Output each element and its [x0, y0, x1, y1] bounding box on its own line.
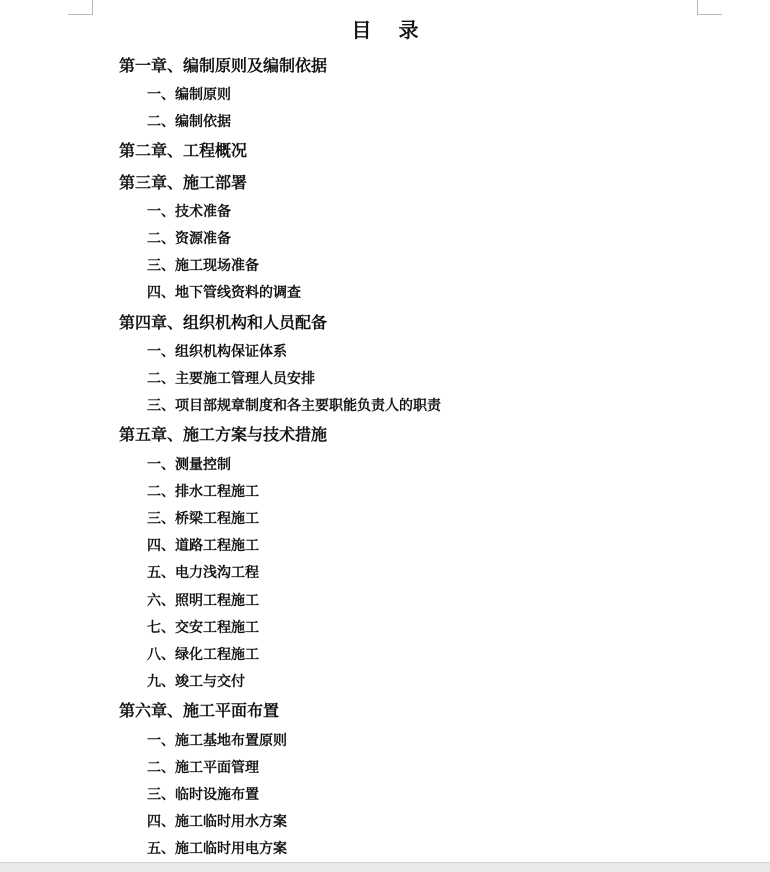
toc-section-entry: 四、施工临时用水方案 — [147, 814, 287, 830]
toc-section-entry: 一、施工基地布置原则 — [147, 733, 287, 749]
toc-section-entry: 二、施工平面管理 — [147, 760, 259, 776]
toc-section-entry: 一、组织机构保证体系 — [147, 344, 287, 360]
toc-section-entry: 四、地下管线资料的调查 — [147, 285, 301, 301]
toc-section-entry: 三、桥梁工程施工 — [147, 511, 259, 527]
toc-section-entry: 四、道路工程施工 — [147, 538, 259, 554]
toc-section-entry: 三、项目部规章制度和各主要职能负责人的职责 — [147, 398, 441, 414]
toc-section-entry: 八、绿化工程施工 — [147, 647, 259, 663]
toc-title: 目 录 — [351, 18, 429, 42]
toc-chapter-entry: 第一章、编制原则及编制依据 — [119, 56, 328, 75]
toc-section-entry: 二、主要施工管理人员安排 — [147, 371, 315, 387]
toc-section-entry: 二、资源准备 — [147, 231, 231, 247]
toc-section-entry: 三、施工现场准备 — [147, 258, 259, 274]
toc-section-entry: 五、施工临时用电方案 — [147, 841, 287, 857]
toc-section-entry: 五、电力浅沟工程 — [147, 565, 259, 581]
toc-section-entry: 二、编制依据 — [147, 114, 231, 130]
toc-chapter-entry: 第三章、施工部署 — [119, 173, 248, 192]
toc-section-entry: 六、照明工程施工 — [147, 593, 259, 609]
toc-section-entry: 一、编制原则 — [147, 87, 231, 103]
toc-section-entry: 一、测量控制 — [147, 457, 231, 473]
toc-chapter-entry: 第四章、组织机构和人员配备 — [119, 313, 328, 332]
toc-section-entry: 七、交安工程施工 — [147, 620, 259, 636]
toc-chapter-entry: 第二章、工程概况 — [119, 141, 248, 160]
toc-chapter-entry: 第五章、施工方案与技术措施 — [119, 425, 328, 444]
toc-chapter-entry: 第六章、施工平面布置 — [119, 701, 280, 720]
toc-section-entry: 三、临时设施布置 — [147, 787, 259, 803]
toc-section-entry: 一、技术准备 — [147, 204, 231, 220]
toc-section-entry: 二、排水工程施工 — [147, 484, 259, 500]
toc-section-entry: 九、竣工与交付 — [147, 674, 245, 690]
